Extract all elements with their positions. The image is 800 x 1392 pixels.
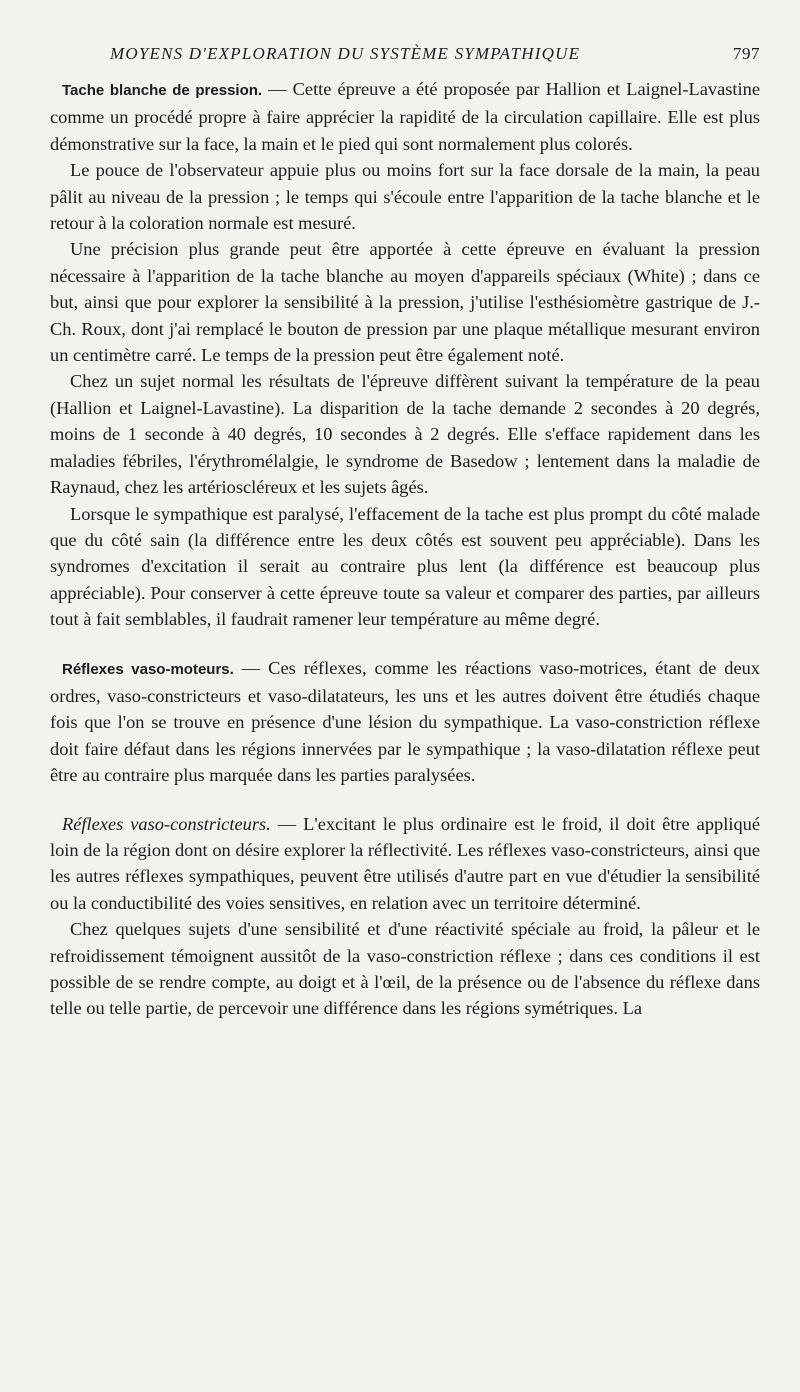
running-title: MOYENS D'EXPLORATION DU SYSTÈME SYMPATHIQUE bbox=[110, 44, 581, 63]
section-heading: Tache blanche de pression. bbox=[62, 82, 263, 99]
paragraph-text: — Cette épreuve a été proposée par Hallion et Laignel-Lavastine comme un procédé propre à faire apprécier la rapidité de la circulation capillaire. Elle est plus démonstrative sur la face, la main et le pied qui sont normalement plus colorés. bbox=[50, 79, 760, 154]
paragraph: Une précision plus grande peut être apportée à cette épreuve en évaluant la pression nécessaire à l'apparition de la tache blanche au moyen d'appareils spéciaux (White) ; dans ce but, ainsi que pour explorer la sensibilité à la pression, j'utilise l'esthésiomètre gastrique de J.-Ch. Roux, dont j'ai remplacé le bouton de pression par une plaque métallique mesurant environ un centimètre carré. Le temps de la pression peut être également noté. bbox=[50, 239, 760, 366]
paragraph: Chez quelques sujets d'une sensibilité et d'une réactivité spéciale au froid, la pâleur et le refroidissement témoignent aussitôt de la vaso-constriction réflexe ; dans ces conditions il est possible de se rendre compte, au doigt et à l'œil, de la présence ou de l'absence du réflexe dans telle ou telle partie, de percevoir une différence dans les régions symétriques. La bbox=[50, 919, 760, 1019]
paragraph bbox=[50, 811, 760, 917]
section-tache-blanche bbox=[50, 76, 760, 633]
paragraph: Lorsque le sympathique est paralysé, l'effacement de la tache est plus prompt du côté malade que du côté sain (la différence entre les deux côtés est souvent peu appréciable). Dans les syndromes d'excitation il serait au contraire plus lent (la différence est beaucoup plus appréciable). Pour conserver à cette épreuve toute sa valeur et comparer des parties, par ailleurs tout à fait semblables, il faudrait ramener leur température au même degré. bbox=[50, 503, 760, 630]
paragraph bbox=[50, 76, 760, 157]
paragraph bbox=[50, 655, 760, 789]
paragraph-text: — Ces réflexes, comme les réactions vaso-motrices, étant de deux ordres, vaso-constricteurs et vaso-dilatateurs, les uns et les autres doivent être étudiés chaque fois que l'on se trouve en présence d'une lésion du sympathique. La vaso-constriction réflexe doit faire défaut dans les régions innervées par le sympathique ; la vaso-dilatation réflexe peut être au contraire plus marquée dans les parties paralysées. bbox=[50, 657, 760, 786]
paragraph-text: — L'excitant le plus ordinaire est le froid, il doit être appliqué loin de la région dont on désire explorer la réflectivité. Les réflexes vaso-constricteurs, ainsi que les autres réflexes sympathiques, peuvent être utilisés d'autre part en vue d'étudier la sensibilité ou la conductibilité des voies sensitives, en relation avec un territoire déterminé. bbox=[50, 813, 760, 913]
paragraph: Chez un sujet normal les résultats de l'épreuve diffèrent suivant la température de la peau (Hallion et Laignel-Lavastine). La disparition de la tache demande 2 secondes à 20 degrés, moins de 1 seconde à 40 degrés, 10 secondes à 2 degrés. Elle s'efface rapidement dans les maladies fébriles, l'érythromélalgie, le syndrome de Basedow ; lentement dans la maladie de Raynaud, chez les artérioscléreux et les sujets âgés. bbox=[50, 371, 760, 498]
section-reflexes-vaso-constricteurs bbox=[50, 811, 760, 1022]
section-reflexes-vaso-moteurs bbox=[50, 655, 760, 789]
paragraph: Le pouce de l'observateur appuie plus ou moins fort sur la face dorsale de la main, la peau pâlit au niveau de la pression ; le temps qui s'écoule entre l'apparition de la tache blanche et le retour à la coloration normale est mesuré. bbox=[50, 160, 760, 234]
section-heading: Réflexes vaso-moteurs. bbox=[62, 660, 234, 678]
page-number: 797 bbox=[733, 44, 760, 63]
running-header bbox=[110, 44, 760, 64]
subsection-heading: Réflexes vaso-constricteurs. bbox=[62, 813, 271, 834]
